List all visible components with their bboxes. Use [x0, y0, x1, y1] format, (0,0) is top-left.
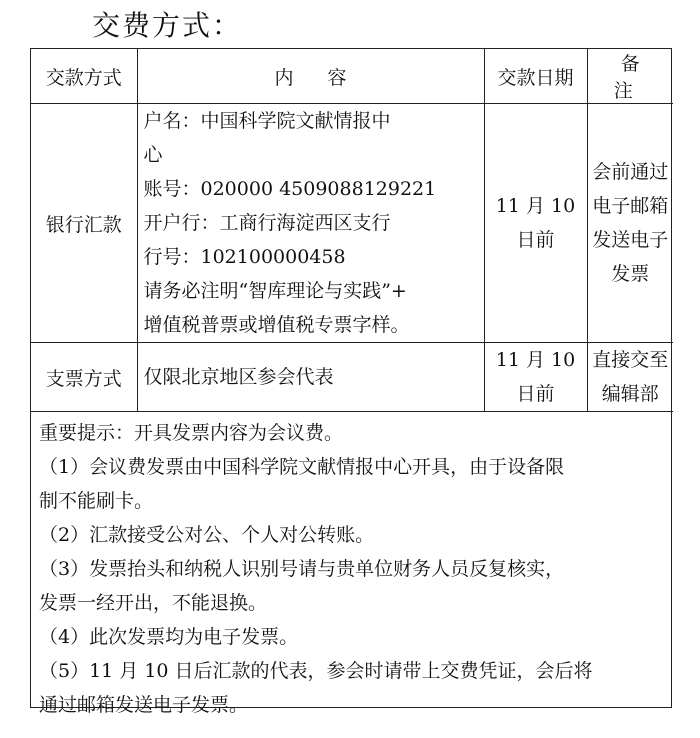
bank-content	[137, 104, 484, 343]
bank-date-line: 日前	[516, 229, 555, 251]
header-content: 内 容	[137, 49, 484, 104]
bank-note-line: 发送电子	[592, 229, 669, 251]
bank-note-line: 电子邮箱	[592, 195, 669, 217]
bank-content-line: 户名：中国科学院文献情报中	[143, 110, 391, 132]
note-line: （1）会议费发票由中国科学院文献情报中心开具，由于设备限	[39, 456, 565, 478]
bank-content-line: 行号：102100000458	[143, 246, 346, 268]
cheque-note	[587, 343, 673, 412]
cheque-method: 支票方式	[31, 343, 137, 412]
note-line: 重要提示：开具发票内容为会议费。	[39, 422, 344, 444]
bank-date	[484, 104, 587, 343]
bank-note	[587, 104, 673, 343]
bank-method: 银行汇款	[31, 104, 137, 343]
bank-note-line: 发票	[611, 263, 650, 285]
note-line: 制不能刷卡。	[39, 490, 154, 512]
bank-content-line: 开户行：工商行海淀西区支行	[143, 212, 391, 234]
payment-table-frame	[30, 48, 672, 716]
note-line: （3）发票抬头和纳税人识别号请与贵单位财务人员反复核实，	[39, 558, 565, 580]
cheque-content-line: 仅限北京地区参会代表	[143, 366, 334, 388]
bank-content-line: 账号：020000 4509088129221	[143, 178, 437, 200]
bank-date-line: 11 月 10	[495, 195, 576, 217]
cheque-note-line: 直接交至	[592, 349, 669, 371]
table-header-row	[31, 49, 673, 104]
header-note: 备 注	[587, 49, 673, 104]
header-method: 交款方式	[31, 49, 137, 104]
bank-content-line: 请务必注明“智库理论与实践”+	[143, 280, 407, 302]
cheque-date-line: 11 月 10	[495, 349, 576, 371]
cheque-date-line: 日前	[516, 383, 555, 405]
important-notes	[31, 412, 671, 722]
bank-content-line: 心	[143, 144, 163, 166]
note-line: （2）汇款接受公对公、个人对公转账。	[39, 524, 375, 546]
page-title: 交费方式：	[92, 9, 243, 42]
note-line: （5）11 月 10 日后汇款的代表，参会时请带上交费凭证，会后将	[39, 660, 593, 682]
table-row-cheque	[31, 343, 673, 412]
note-line: 通过邮箱发送电子发票。	[39, 694, 249, 716]
cheque-date	[484, 343, 587, 412]
header-date: 交款日期	[484, 49, 587, 104]
payment-table	[31, 49, 673, 412]
table-row-bank-transfer	[31, 104, 673, 343]
bank-note-line: 会前通过	[592, 161, 669, 183]
note-line: 发票一经开出，不能退换。	[39, 592, 268, 614]
cheque-content	[137, 343, 484, 412]
bank-content-line: 增值税普票或增值税专票字样。	[143, 314, 410, 336]
cheque-note-line: 编辑部	[601, 383, 659, 405]
note-line: （4）此次发票均为电子发票。	[39, 626, 299, 648]
